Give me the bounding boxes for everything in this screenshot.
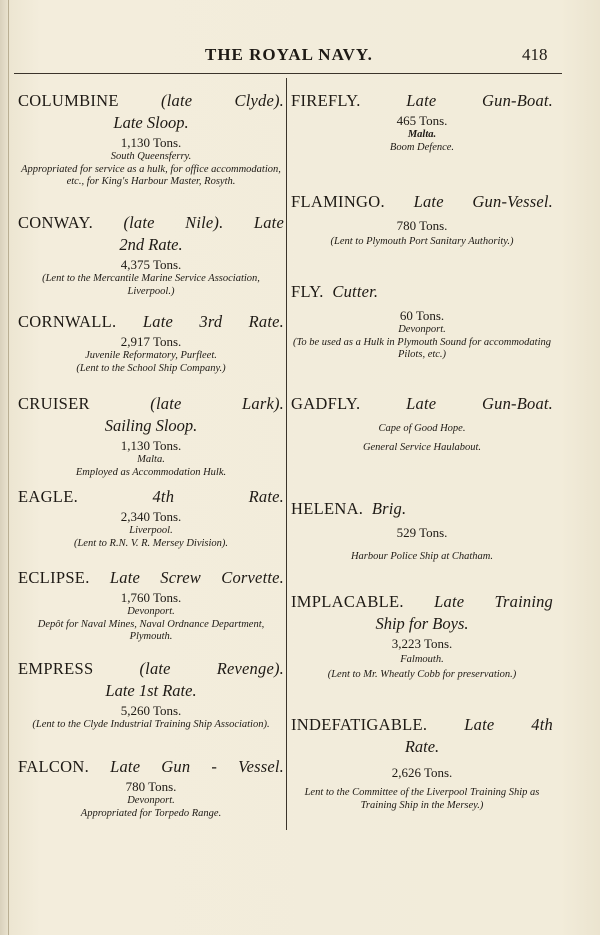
entry-heading <box>18 756 284 778</box>
ship-note: Harbour Police Ship at Chatham. <box>350 551 494 562</box>
ship-note: Employed as Accommodation Hulk. <box>75 466 227 478</box>
running-head <box>0 45 600 69</box>
ship-entry <box>18 658 284 732</box>
ship-location: Liverpool. <box>129 525 173 536</box>
ship-note: (Lent to the Clyde Industrial Training Ship Association). <box>32 719 270 730</box>
ship-rate: Ship for Boys. <box>375 614 469 633</box>
ship-desc: Late Screw Corvette. <box>109 568 284 587</box>
entry-heading <box>18 212 284 234</box>
ship-entry <box>291 191 553 249</box>
entry-heading <box>291 714 553 736</box>
ship-location: South Queensferry. <box>110 151 192 162</box>
ship-desc: Late 3rd Rate. <box>142 312 285 331</box>
page-title: THE ROYAL NAVY. <box>205 45 373 64</box>
ship-desc: (late Revenge). <box>139 659 284 678</box>
ship-tonnage: 1,760 Tons. <box>120 590 182 605</box>
ship-location: Cape of Good Hope. <box>378 423 466 434</box>
ship-note: Depôt for Naval Mines, Naval Ordnance Department, Plymouth. <box>37 618 265 642</box>
ship-location: Malta. <box>137 454 165 465</box>
ship-name: FLAMINGO. <box>291 192 385 211</box>
ship-note: (Lent to Plymouth Port Sanitary Authority.) <box>330 236 514 247</box>
ship-entry <box>18 486 284 550</box>
ship-name: EMPRESS <box>18 659 94 678</box>
ship-tonnage: 529 Tons. <box>396 525 448 540</box>
ship-note: (Lent to the Mercantile Marine Service Association, Liverpool.) <box>42 273 260 297</box>
ship-name: FLY. <box>291 282 324 301</box>
ship-entry <box>18 567 284 644</box>
ship-desc: 4th Rate. <box>152 487 285 506</box>
entry-heading <box>18 567 284 589</box>
entry-heading <box>291 281 553 303</box>
ship-desc: Brig. <box>371 499 407 518</box>
ship-name: CONWAY. <box>18 213 93 232</box>
ship-desc: Late Gun - Vessel. <box>110 757 285 776</box>
ship-desc: Late Gun-Boat. <box>406 91 553 110</box>
entry-heading <box>18 90 284 112</box>
ship-tonnage: 2,340 Tons. <box>120 509 182 524</box>
ship-name: HELENA. <box>291 499 364 518</box>
ship-entry <box>291 498 553 564</box>
ship-name: INDEFATIGABLE. <box>291 715 428 734</box>
ship-tonnage: 2,626 Tons. <box>391 765 453 780</box>
ship-name: COLUMBINE <box>18 91 119 110</box>
ship-note: (Lent to Mr. Wheatly Cobb for preservation.) <box>327 668 517 680</box>
ship-rate: Late Sloop. <box>113 113 189 132</box>
ship-tonnage: 2,917 Tons. <box>120 334 182 349</box>
entry-heading <box>18 311 284 333</box>
ship-entry <box>18 90 284 189</box>
entry-heading <box>18 486 284 508</box>
ship-tonnage: 4,375 Tons. <box>120 257 182 272</box>
ship-location: Devonport. <box>127 795 175 806</box>
ship-location: Falmouth. <box>400 654 444 665</box>
ship-desc: Late 4th <box>464 715 553 734</box>
ship-entry <box>291 591 553 681</box>
entry-heading <box>291 591 553 613</box>
ship-note: (Lent to R.N. V. R. Mersey Division). <box>73 537 229 549</box>
ship-name: GADFLY. <box>291 394 361 413</box>
entry-heading <box>291 191 553 213</box>
ship-desc: Late Gun-Vessel. <box>413 192 553 211</box>
ship-note: (To be used as a Hulk in Plymouth Sound for accommodating Pilots, etc.) <box>292 336 551 360</box>
entry-heading <box>18 393 284 415</box>
ship-entry <box>18 393 284 479</box>
ship-note: Boom Defence. <box>389 141 455 153</box>
ship-desc: (late Clyde). <box>161 91 284 110</box>
ship-tonnage: 1,130 Tons. <box>120 438 182 453</box>
ship-tonnage: 5,260 Tons. <box>120 703 182 718</box>
ship-name: ECLIPSE. <box>18 568 90 587</box>
ship-name: EAGLE. <box>18 487 78 506</box>
ship-entry <box>291 281 553 362</box>
ship-tonnage: 1,130 Tons. <box>120 135 182 150</box>
ship-rate: Late 1st Rate. <box>105 681 197 700</box>
ship-entry <box>291 393 553 454</box>
ship-note: Appropriated for Torpedo Range. <box>80 807 222 819</box>
ship-name: IMPLACABLE. <box>291 592 404 611</box>
page-number: 418 <box>522 45 548 64</box>
entry-heading <box>18 658 284 680</box>
column-divider <box>286 78 287 830</box>
ship-note: Lent to the Committee of the Liverpool Training Ship as Training Ship in the Mersey.) <box>304 787 540 811</box>
ship-desc: Late Training <box>434 592 554 611</box>
ship-entry <box>291 714 553 812</box>
ship-location: Malta. <box>407 129 437 140</box>
ship-tonnage: 60 Tons. <box>399 308 445 323</box>
entry-heading <box>291 393 553 415</box>
ship-desc: (late Nile). Late <box>123 213 284 232</box>
ship-name: FALCON. <box>18 757 90 776</box>
ship-name: FIREFLY. <box>291 91 361 110</box>
entry-heading <box>291 498 553 520</box>
ship-desc: Late Gun-Boat. <box>406 394 553 413</box>
ship-location: Devonport. <box>398 324 446 335</box>
ship-tonnage: 780 Tons. <box>396 218 448 233</box>
ship-desc: Cutter. <box>332 282 379 301</box>
ship-entry <box>18 756 284 820</box>
ship-tonnage: 780 Tons. <box>125 779 177 794</box>
ship-name: CORNWALL. <box>18 312 117 331</box>
page-edge-line <box>8 0 9 935</box>
ship-desc: (late Lark). <box>150 394 284 413</box>
ship-rate: Rate. <box>404 737 440 756</box>
ship-entry <box>18 212 284 298</box>
ship-rate: 2nd Rate. <box>119 235 183 254</box>
ship-rate: Sailing Sloop. <box>104 416 198 435</box>
ship-name: CRUISER <box>18 394 90 413</box>
ship-note: (Lent to the School Ship Company.) <box>76 362 226 374</box>
ship-entry <box>18 311 284 375</box>
ship-location: Juvenile Reformatory, Purfleet. <box>85 350 217 361</box>
ship-location: Devonport. <box>127 606 175 617</box>
ship-note: Appropriated for service as a hulk, for office accommodation, etc., for King's Harbour Master, Rosyth. <box>21 163 281 187</box>
header-rule <box>14 73 562 74</box>
entry-heading <box>291 90 553 112</box>
ship-note: General Service Haulabout. <box>362 441 482 453</box>
ship-entry <box>291 90 553 154</box>
ship-tonnage: 3,223 Tons. <box>391 636 453 651</box>
ship-tonnage: 465 Tons. <box>396 113 448 128</box>
